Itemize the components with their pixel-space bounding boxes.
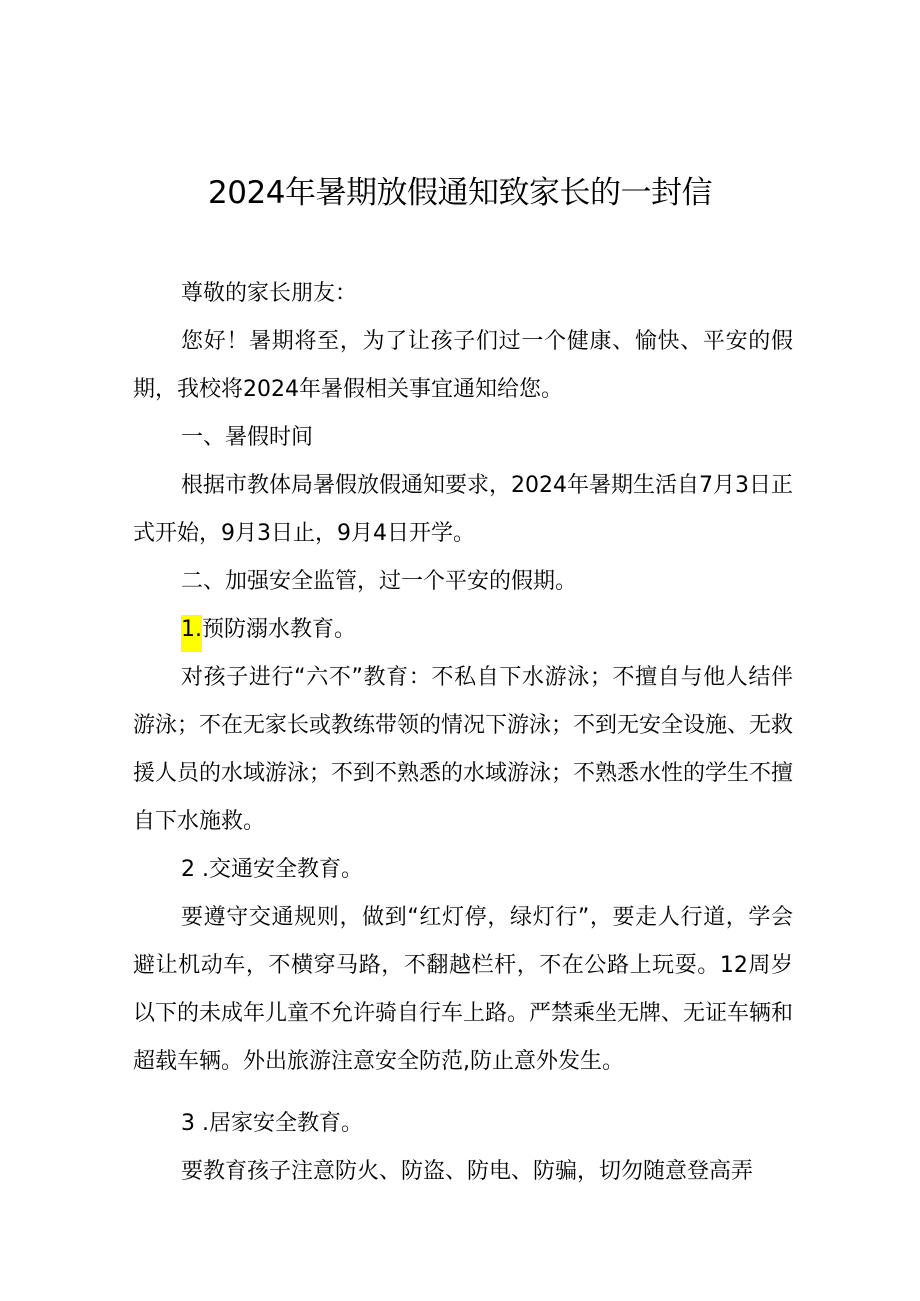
section1-body: 根据市教体局暑假放假通知要求，2024年暑期生活自7月3日正式开始，9月3日止，9月4日开学。 bbox=[133, 473, 793, 546]
section1-heading: 一、暑假时间 bbox=[181, 425, 314, 450]
item3-heading: 3 .居家安全教育。 bbox=[181, 1111, 363, 1136]
item1-body: 对孩子进行“六不”教育：不私自下水游泳；不擅自与他人结伴游泳；不在无家长或教练带领的情况下游泳；不到无安全设施、无救援人员的水域游泳；不到不熟悉的水域游泳；不熟悉水性的学生不擅自下水施救。 bbox=[133, 665, 794, 834]
item2-heading: 2 .交通安全教育。 bbox=[181, 857, 363, 882]
item1-title: 预防溺水教育。 bbox=[202, 617, 357, 642]
item1-number-highlight: 1. bbox=[181, 615, 202, 652]
item3-body: 要教育孩子注意防火、防盗、防电、防骗，切勿随意登高弄 bbox=[181, 1159, 754, 1184]
document-body bbox=[133, 270, 793, 1196]
document-title: 2024年暑期放假通知致家长的一封信 bbox=[208, 175, 712, 211]
item1-heading bbox=[133, 606, 793, 654]
intro-paragraph: 您好！暑期将至，为了让孩子们过一个健康、愉快、平安的假期，我校将2024年暑假相关事宜通知给您。 bbox=[133, 329, 793, 402]
item2-body: 要遵守交通规则，做到“红灯停，绿灯行”，要走人行道，学会避让机动车，不横穿马路，不翻越栏杆，不在公路上玩耍。12周岁以下的未成年儿童不允许骑自行车上路。严禁乘坐无牌、无证车辆和超载车辆。外出旅游注意安全防范,防止意外发生。 bbox=[133, 905, 794, 1074]
greeting: 尊敬的家长朋友： bbox=[181, 281, 358, 306]
section2-heading: 二、加强安全监管，过一个平安的假期。 bbox=[181, 569, 578, 594]
